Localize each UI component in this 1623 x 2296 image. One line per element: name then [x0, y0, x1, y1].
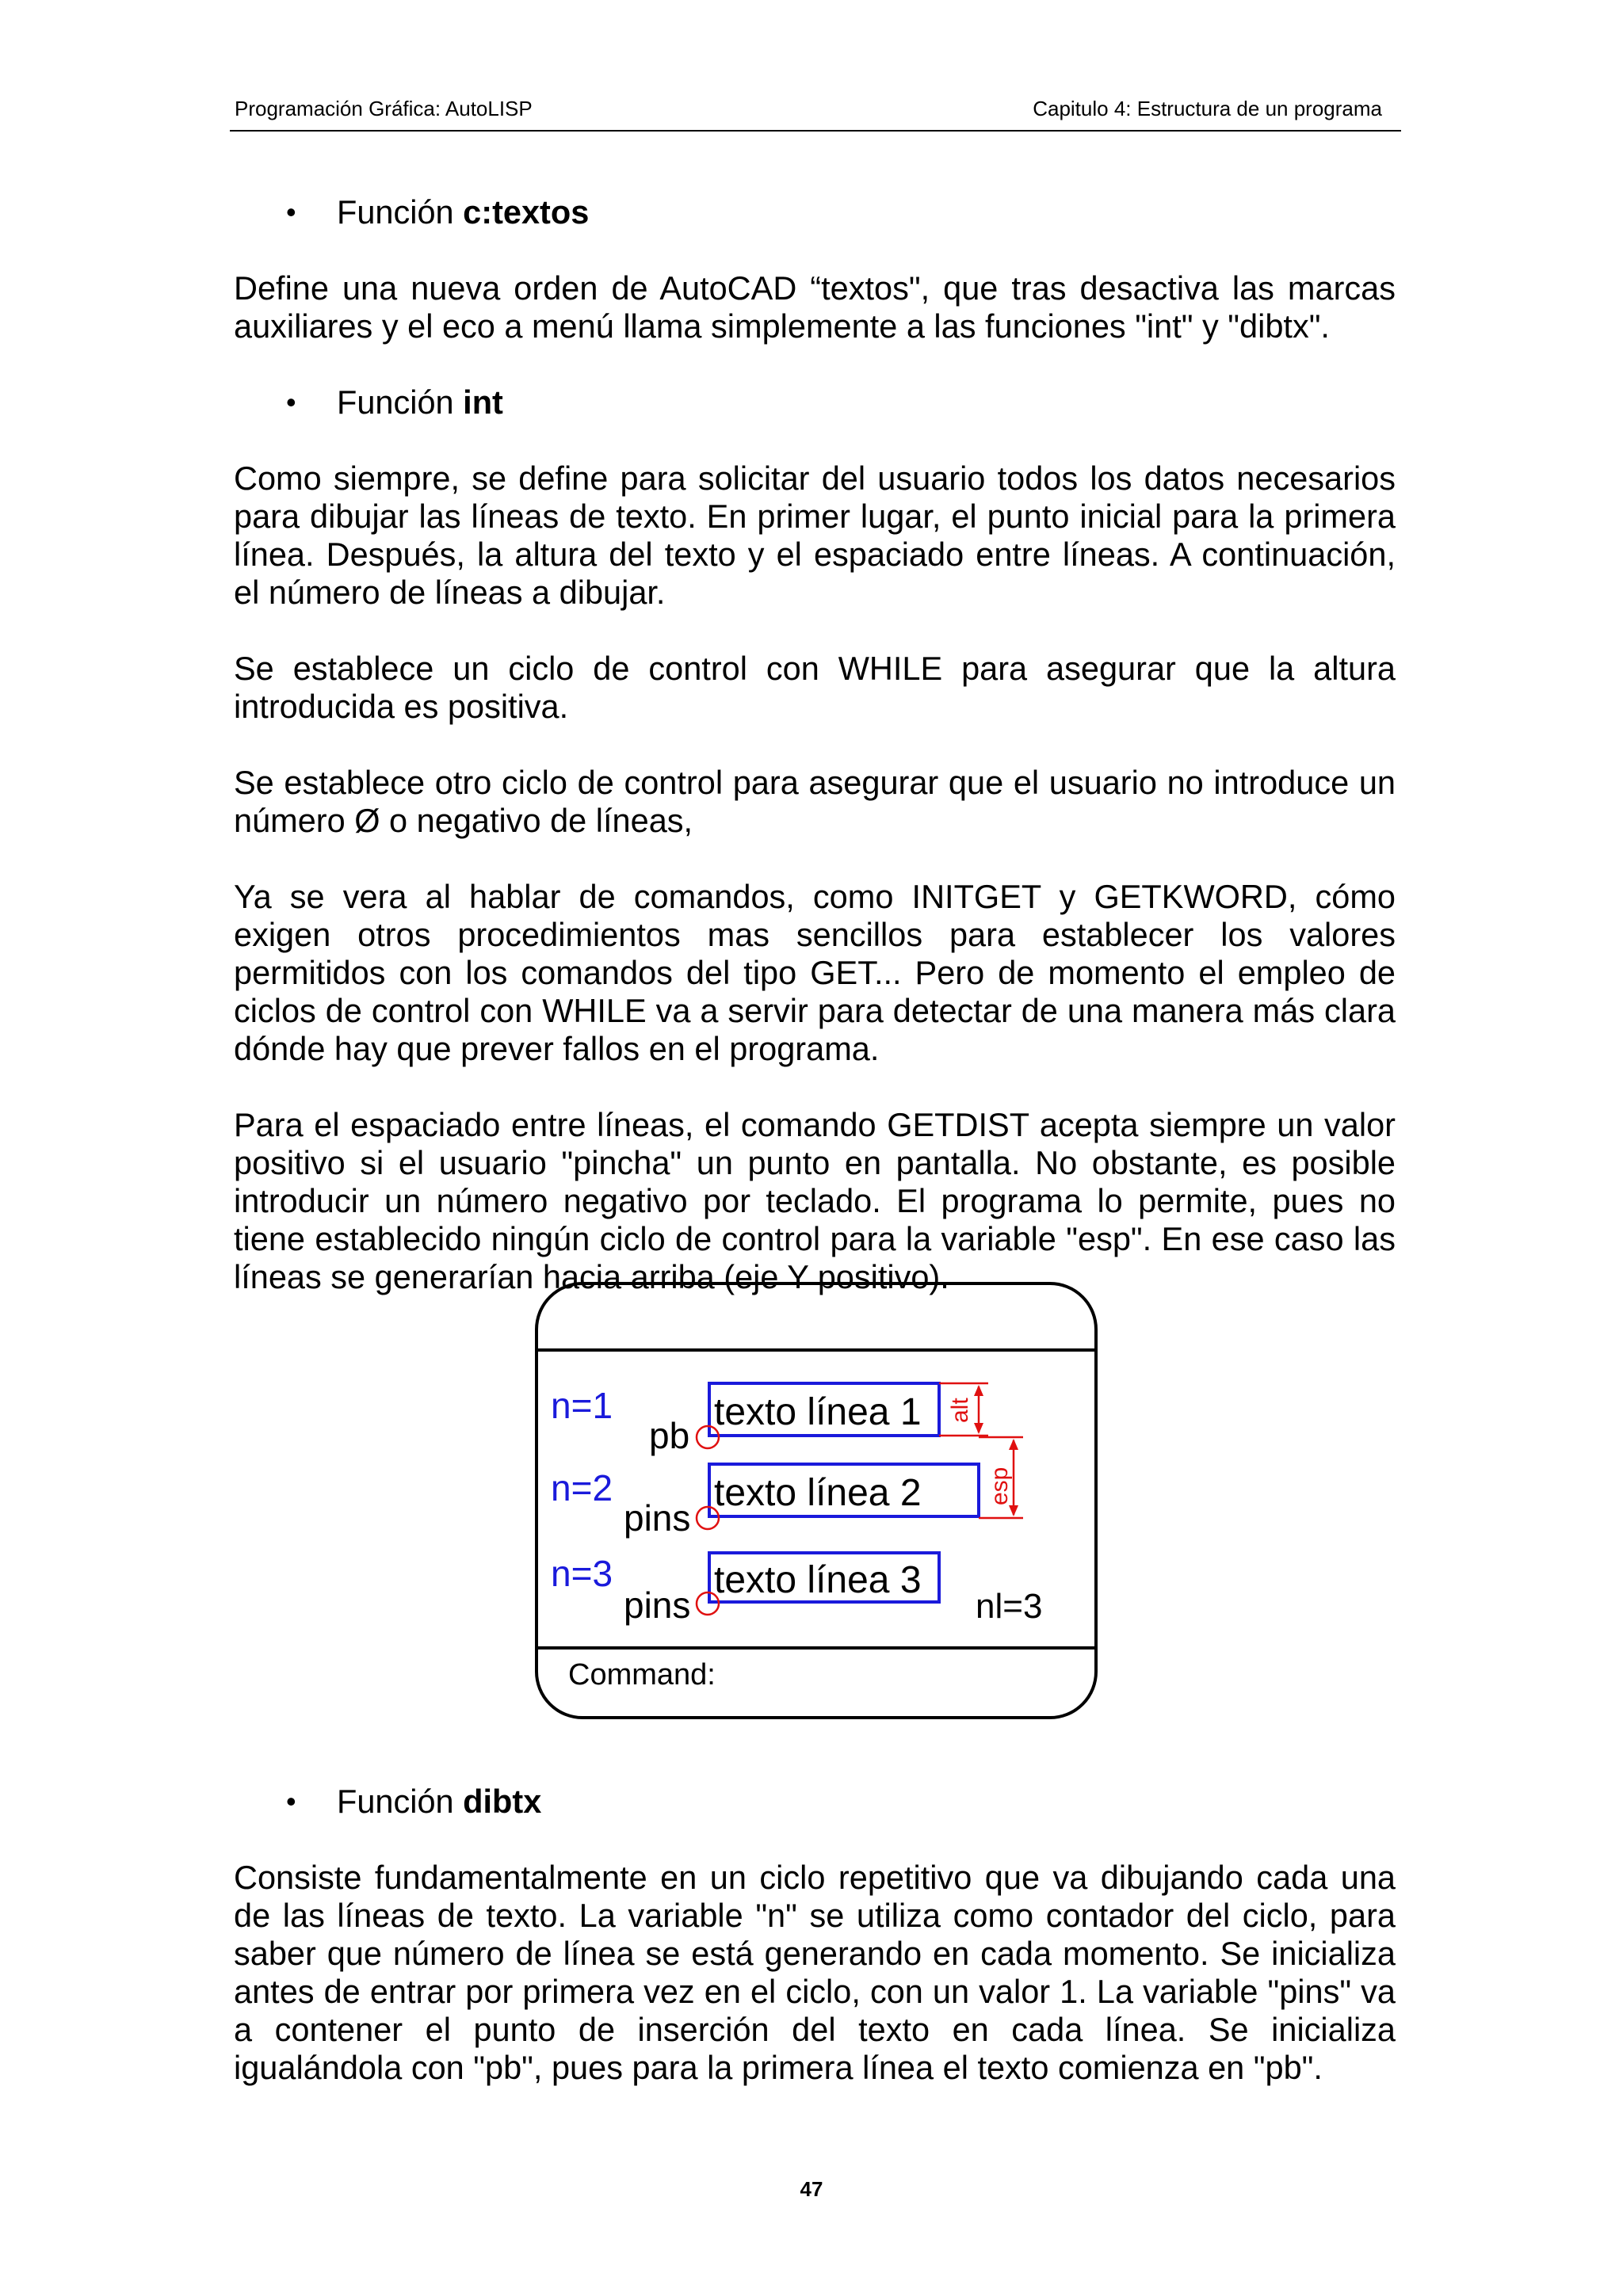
- paragraph: Ya se vera al hablar de comandos, como INITGET y GETKWORD, cómo exigen otros procedimientos mas sencillos para establecer los valores permitidos con los comandos del tipo GET... Pero de momento el empleo de ciclos de control con WHILE va a servir para detectar de una manera más clara dónde hay que prever fallos en el programa.: [234, 878, 1396, 1067]
- esp-label: esp: [987, 1466, 1013, 1505]
- page-number: 47: [800, 2177, 823, 2201]
- point-label-pins-3: pins: [624, 1585, 691, 1626]
- paragraph: Se establece otro ciclo de control para asegurar que el usuario no introduce un número Ø o negativo de líneas,: [234, 764, 1396, 839]
- paragraph: Define una nueva orden de AutoCAD “textos", que tras desactiva las marcas auxiliares y el eco a menú llama simplemente a las funciones "int" y "dibtx".: [234, 269, 1396, 345]
- heading-prefix: Función: [337, 1783, 464, 1820]
- point-label-pins-2: pins: [624, 1497, 691, 1539]
- bullet-icon: •: [286, 386, 296, 418]
- header-chapter-title: Capitulo 4: Estructura de un programa: [1033, 97, 1382, 120]
- alt-label: alt: [947, 1398, 973, 1423]
- bullet-icon: •: [286, 196, 296, 228]
- heading-prefix: Función: [337, 383, 464, 421]
- autocad-text-lines-diagram: [535, 1282, 1098, 1719]
- header-book-title: Programación Gráfica: AutoLISP: [235, 97, 533, 120]
- paragraph: Se establece un ciclo de control con WHILE para asegurar que la altura introducida es positiva.: [234, 650, 1396, 725]
- section-heading-int: [234, 383, 1396, 421]
- text-line-1: texto línea 1: [714, 1391, 922, 1433]
- heading-prefix: Función: [337, 193, 464, 231]
- n-label-1: n=1: [551, 1385, 613, 1426]
- paragraph: Para el espaciado entre líneas, el comando GETDIST acepta siempre un valor positivo si el usuario "pincha" un punto en pantalla. No obstante, es posible introducir un número negativo por teclado. El programa lo permite, pues no tiene establecido ningún ciclo de control para la variable "esp". En ese caso las líneas se generarían hacia arriba (eje Y positivo).: [234, 1106, 1396, 1295]
- text-line-3: texto línea 3: [714, 1559, 922, 1601]
- n-label-3: n=3: [551, 1553, 613, 1594]
- function-name: int: [463, 383, 503, 421]
- section-heading-dibtx: [234, 1783, 1396, 1821]
- command-prompt: Command:: [568, 1658, 716, 1691]
- function-name: dibtx: [463, 1783, 542, 1820]
- text-line-2: texto línea 2: [714, 1472, 922, 1514]
- function-name: c:textos: [463, 193, 590, 231]
- bullet-icon: •: [286, 1785, 296, 1817]
- paragraph: Como siempre, se define para solicitar del usuario todos los datos necesarios para dibujar las líneas de texto. En primer lugar, el punto inicial para la primera línea. Después, la altura del texto y el espaciado entre líneas. A continuación, el número de líneas a dibujar.: [234, 460, 1396, 611]
- nl-label: nl=3: [976, 1587, 1043, 1626]
- page-body: [234, 193, 1396, 2125]
- n-label-2: n=2: [551, 1467, 613, 1508]
- page-header: [230, 93, 1401, 132]
- point-label-pb: pb: [649, 1415, 690, 1456]
- section-heading-c-textos: [234, 193, 1396, 231]
- paragraph: Consiste fundamentalmente en un ciclo repetitivo que va dibujando cada una de las líneas de texto. La variable "n" se utiliza como contador del ciclo, para saber que número de línea se está generando en cada momento. Se inicializa antes de entrar por primera vez en el ciclo, con un valor 1. La variable "pins" va a contener el punto de inserción del texto en cada línea. Se inicializa igualándola con "pb", pues para la primera línea el texto comienza en "pb".: [234, 1859, 1396, 2086]
